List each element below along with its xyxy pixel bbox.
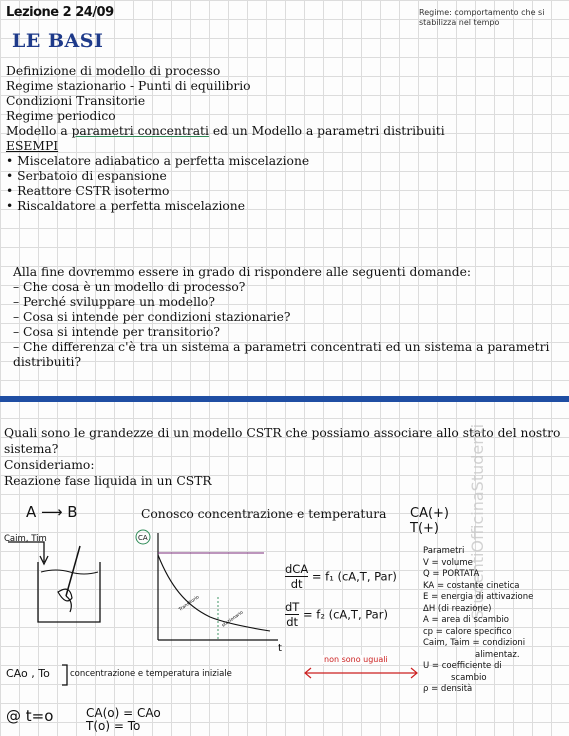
section2-reaction: Reazione fase liquida in un CSTR	[4, 474, 212, 488]
params-list	[423, 546, 568, 696]
initial-desc: concentrazione e temperatura iniziale	[70, 669, 232, 679]
side-note: Regime: comportamento che si stabilizza nel tempo	[419, 8, 545, 27]
section2-consider: Consideriamo:	[4, 458, 95, 472]
not-equal-label: non sono uguali	[324, 655, 388, 664]
ic-t: T(o) = To	[86, 719, 141, 733]
param-item: scambio	[451, 672, 487, 683]
eq2-den: dt	[286, 615, 299, 629]
equation-1	[285, 562, 397, 591]
models-underlined: parametri concentrati	[71, 124, 209, 138]
models-after: ed un Modello a parametri distribuiti	[208, 124, 445, 138]
concentration-plot	[130, 525, 290, 655]
examples-label: ESEMPI	[6, 139, 59, 153]
plot-ca-label: CA	[138, 534, 148, 542]
question-item: – Che differenza c'è tra un sistema a parametri concentrati ed un sistema a parametri distribuiti?	[13, 340, 550, 369]
questions-intro: Alla fine dovremmo essere in grado di rispondere alle seguenti domande:	[13, 265, 472, 279]
bracket	[60, 663, 70, 687]
param-item: alimentaz.	[475, 649, 520, 660]
question-item: – Cosa si intende per condizioni stazionarie?	[13, 310, 291, 324]
section2-question: Quali sono le grandezze di un modello CSTR che possiamo associare allo stato del nostro sistema?	[4, 426, 561, 456]
question-item: – Che cosa è un modello di processo?	[13, 280, 246, 294]
topic-list	[6, 64, 445, 154]
state-var-t: T(+)	[410, 521, 439, 536]
topic-item: Definizione di modello di processo	[6, 64, 221, 78]
eq1-den: dt	[290, 577, 303, 591]
initial-conditions	[86, 707, 161, 733]
example-item: • Reattore CSTR isotermo	[6, 184, 170, 198]
param-item: U = coefficiente di	[423, 661, 502, 671]
state-var-ca: CA(+)	[410, 506, 450, 521]
ic-ca: CA(o) = CAo	[86, 706, 161, 720]
models-before: Modello a	[6, 124, 72, 138]
topic-item: Condizioni Transitorie	[6, 94, 146, 108]
section-divider	[0, 396, 569, 402]
tank-drawing	[0, 540, 110, 635]
inlet-label: Caim, Tim	[4, 534, 47, 544]
topic-item: Regime periodico	[6, 109, 116, 123]
example-item: • Miscelatore adiabatico a perfetta miscelazione	[6, 154, 310, 168]
param-item: A = area di scambio	[423, 615, 510, 625]
topic-item: Regime stazionario - Punti di equilibrio	[6, 79, 251, 93]
at-t0: @ t=o	[6, 707, 54, 725]
not-equal-arrow	[302, 662, 420, 680]
stationary-label: stazionario	[221, 610, 245, 629]
questions-block	[13, 265, 553, 370]
plot-t-label: t	[278, 643, 282, 654]
param-item: cp = calore specifico	[423, 626, 512, 637]
param-item: Caim, Taim = condizioni	[423, 638, 526, 648]
param-item: ΔH (di reazione)	[423, 603, 492, 614]
param-item: ρ = densità	[423, 684, 473, 694]
plot-curve	[158, 555, 270, 631]
transient-label: Transitorio	[178, 595, 201, 613]
param-item: V = volume	[423, 557, 473, 568]
reaction-label: A ⟶ B	[26, 503, 78, 521]
example-item: • Riscaldatore a perfetta miscelazione	[6, 199, 245, 213]
eq2-num: dT	[285, 600, 300, 614]
equation-2	[285, 600, 388, 629]
initial-vars: CAo , To	[6, 667, 50, 680]
state-vars	[410, 506, 449, 536]
eq1-rhs: = f₁ (cA,T, Par)	[311, 569, 397, 584]
conosco-text: Conosco concentrazione e temperatura	[141, 507, 387, 521]
param-item: KA = costante cinetica	[423, 580, 520, 591]
param-item: Q = PORTATA	[423, 569, 480, 579]
eq2-rhs: = f₂ (cA,T, Par)	[302, 607, 388, 622]
page-title: LE BASI	[12, 30, 104, 52]
params-title: Parametri	[423, 546, 465, 556]
topic-item-models	[6, 124, 445, 139]
param-item: E = energia di attivazione	[423, 592, 534, 602]
examples-list	[6, 154, 309, 214]
question-item: – Cosa si intende per transitorio?	[13, 325, 221, 339]
watermark: StudentiOfficinaStudenti	[468, 423, 487, 620]
lesson-header: Lezione 2 24/09	[6, 5, 114, 20]
eq1-num: dCA	[285, 562, 309, 576]
question-item: – Perché sviluppare un modello?	[13, 295, 215, 309]
example-item: • Serbatoio di espansione	[6, 169, 167, 183]
